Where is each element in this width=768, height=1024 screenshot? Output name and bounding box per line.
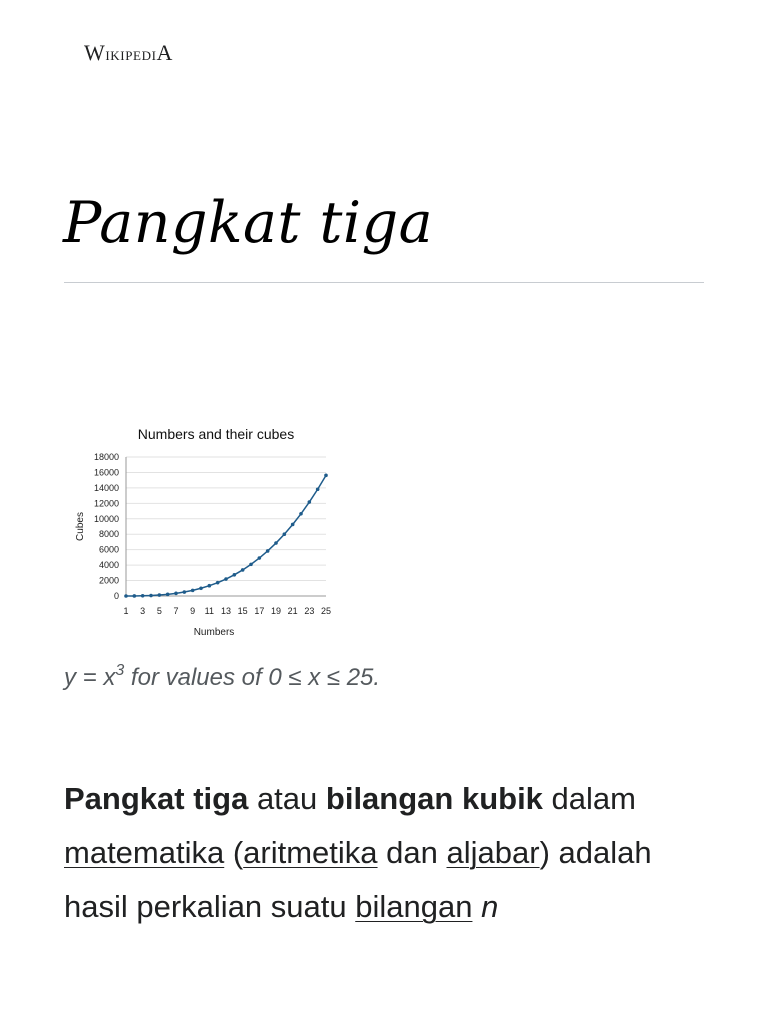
data-point (316, 487, 320, 491)
data-point (216, 581, 220, 585)
data-point (149, 594, 153, 598)
variable-n: n (481, 889, 499, 924)
data-point (241, 568, 245, 572)
data-point (133, 594, 137, 598)
data-point (291, 523, 295, 527)
data-point (274, 541, 278, 545)
x-tick-label: 11 (204, 606, 215, 616)
cubes-chart (64, 420, 354, 645)
wikipedia-wordmark[interactable]: WikipediA (84, 40, 174, 65)
x-tick-label: 15 (237, 606, 248, 616)
intro-text: atau (248, 781, 326, 816)
link-aljabar[interactable]: aljabar (446, 835, 540, 870)
x-tick-label: 5 (156, 606, 162, 616)
y-axis-label: Cubes (75, 512, 86, 541)
x-tick-label: 19 (270, 606, 282, 616)
data-point (199, 586, 203, 590)
data-point (124, 594, 128, 598)
y-tick-label: 14000 (93, 482, 119, 493)
data-point (308, 500, 312, 504)
data-point (299, 512, 303, 516)
caption-prefix: y = x (64, 664, 116, 691)
intro-text: dalam (542, 781, 636, 816)
y-tick-label: 12000 (93, 498, 119, 509)
y-tick-label: 6000 (98, 544, 119, 555)
intro-paragraph (64, 772, 714, 934)
data-point (191, 589, 195, 593)
intro-text (472, 889, 481, 924)
data-point (258, 556, 262, 560)
x-tick-label: 21 (287, 606, 298, 616)
y-tick-label: 16000 (93, 467, 119, 478)
y-tick-label: 2000 (98, 575, 119, 586)
link-matematika[interactable]: matematika (64, 835, 225, 870)
x-tick-label: 23 (304, 606, 315, 616)
data-point (174, 592, 178, 596)
link-aritmetika[interactable]: aritmetika (243, 835, 378, 870)
x-tick-label: 13 (220, 606, 232, 616)
cubes-chart-figure[interactable] (64, 420, 354, 645)
intro-text: ) adalah hasil perkalian suatu (64, 835, 652, 924)
data-point (208, 584, 212, 588)
x-tick-label: 7 (173, 606, 179, 616)
y-tick-label: 10000 (93, 513, 119, 524)
x-tick-label: 25 (320, 606, 332, 616)
x-tick-label: 3 (140, 606, 146, 616)
x-tick-label: 9 (190, 606, 196, 616)
data-point (249, 563, 253, 567)
data-point (224, 577, 228, 581)
data-point (158, 593, 162, 597)
y-tick-label: 18000 (93, 452, 119, 462)
term-bilangan-kubik: bilangan kubik (325, 781, 543, 816)
x-tick-label: 1 (123, 606, 129, 616)
y-tick-label: 4000 (98, 560, 119, 571)
data-point (141, 594, 145, 598)
data-point (166, 593, 170, 597)
x-tick-label: 17 (254, 606, 265, 616)
y-tick-label: 0 (113, 591, 119, 601)
caption-superscript: 3 (115, 662, 125, 679)
intro-text: dan (377, 835, 447, 870)
figure-caption (64, 664, 380, 692)
y-tick-label: 8000 (98, 529, 119, 540)
caption-suffix: for values of 0 ≤ x ≤ 25. (124, 664, 381, 691)
page-title: Pangkat tiga (63, 190, 434, 256)
chart-title: Numbers and their cubes (137, 426, 295, 442)
title-divider (64, 282, 704, 283)
data-point (183, 590, 187, 594)
term-pangkat-tiga: Pangkat tiga (64, 781, 249, 816)
data-point (233, 573, 237, 577)
data-point (266, 549, 270, 553)
data-point (283, 532, 287, 536)
intro-text: ( (224, 835, 244, 870)
data-point (324, 474, 328, 478)
x-axis-label: Numbers (193, 627, 235, 638)
link-bilangan[interactable]: bilangan (355, 889, 473, 924)
